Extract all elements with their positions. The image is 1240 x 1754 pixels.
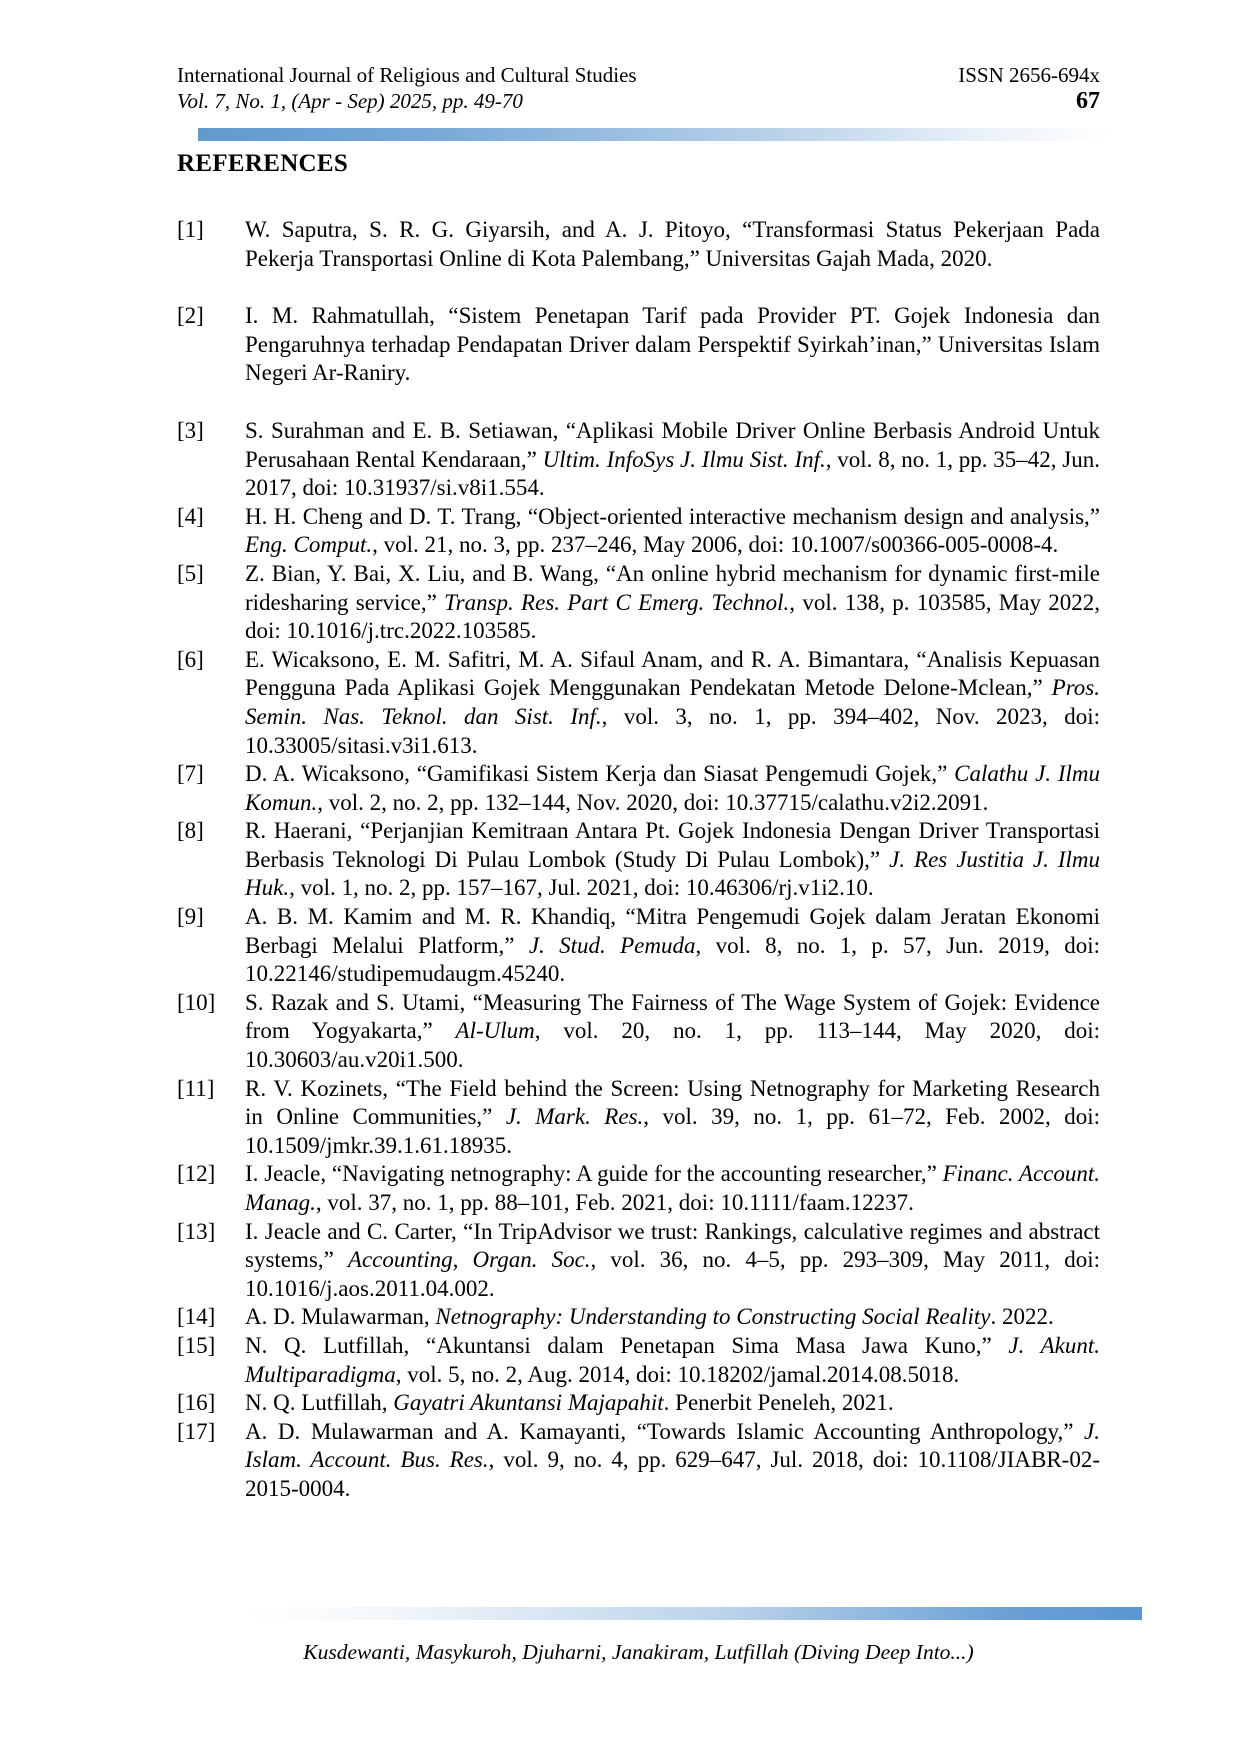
reference-journal-name: Calathu J. Ilmu Komun. bbox=[245, 761, 1100, 815]
reference-item bbox=[177, 1303, 1100, 1332]
reference-text-segment: , vol. 20, no. 1, pp. 113–144, May 2020, doi: 10.30603/au.v20i1.500. bbox=[245, 1018, 1100, 1073]
reference-journal-name: J. Stud. Pemuda bbox=[528, 932, 696, 958]
page-number: 67 bbox=[1076, 88, 1100, 114]
reference-item bbox=[177, 1389, 1100, 1418]
reference-text-segment: N. Q. Lutfillah, “Akuntansi dalam Penetapan Sima Masa Jawa Kuno,” bbox=[245, 1332, 1009, 1358]
reference-text bbox=[245, 418, 1100, 500]
reference-item bbox=[177, 1075, 1100, 1161]
reference-text-segment: , vol. 5, no. 2, Aug. 2014, doi: 10.18202/jamal.2014.08.5018. bbox=[395, 1361, 960, 1387]
reference-text-segment: H. H. Cheng and D. T. Trang, “Object-oriented interactive mechanism design and analysis,” bbox=[245, 503, 1100, 529]
reference-journal-name: Gayatri Akuntansi Majapahit bbox=[393, 1390, 664, 1416]
reference-text bbox=[245, 1419, 1100, 1501]
reference-item bbox=[177, 1332, 1100, 1389]
reference-journal-name: J. Res Justitia J. Ilmu Huk. bbox=[245, 846, 1101, 901]
reference-text bbox=[245, 990, 1100, 1072]
reference-text bbox=[245, 303, 1100, 385]
reference-item bbox=[177, 1418, 1100, 1504]
reference-text-segment: I. Jeacle, “Navigating netnography: A guide for the accounting researcher,” bbox=[245, 1161, 943, 1187]
reference-item bbox=[177, 903, 1100, 989]
reference-journal-name: Financ. Account. Manag. bbox=[245, 1161, 1100, 1215]
page-header bbox=[177, 62, 1100, 114]
volume-info: Vol. 7, No. 1, (Apr - Sep) 2025, pp. 49-70 bbox=[177, 89, 523, 113]
reference-text-segment: E. Wicaksono, E. M. Safitri, M. A. Sifaul Anam, and R. A. Bimantara, “Analisis Kepuasan Pengguna Pada Aplikasi Gojek Menggunakan Pendekatan Metode Delone-Mclean,” bbox=[245, 646, 1100, 701]
reference-journal-name: Pros. Semin. Nas. Teknol. dan Sist. Inf. bbox=[245, 675, 1100, 729]
reference-number: [2] bbox=[177, 303, 204, 329]
reference-text-segment: R. Haerani, “Perjanjian Kemitraan Antara Pt. Gojek Indonesia Dengan Driver Transportasi Berbasis Teknologi Di Pulau Lombok (Study Di Pulau Lombok),” bbox=[245, 818, 1100, 872]
footer-running-title: Kusdewanti, Masykuroh, Djuharni, Janakiram, Lutfillah (Diving Deep Into...) bbox=[303, 1640, 974, 1664]
reference-item bbox=[177, 760, 1100, 817]
reference-text-segment: , vol. 37, no. 1, pp. 88–101, Feb. 2021, doi: 10.1111/faam.12237. bbox=[315, 1190, 914, 1215]
reference-number: [1] bbox=[177, 217, 204, 242]
reference-text bbox=[245, 561, 1100, 643]
reference-item bbox=[177, 1218, 1100, 1304]
reference-text bbox=[245, 647, 1100, 758]
reference-text-segment: I. Jeacle and C. Carter, “In TripAdvisor we trust: Rankings, calculative regimes and abstract systems,” bbox=[245, 1218, 1100, 1273]
reference-text-segment: R. V. Kozinets, “The Field behind the Screen: Using Netnography for Marketing Research in Online Communities,” bbox=[245, 1075, 1100, 1130]
reference-text-segment: , vol. 8, no. 1, p. 57, Jun. 2019, doi: 10.22146/studipemudaugm.45240. bbox=[245, 932, 1101, 987]
reference-text-segment: , vol. 21, no. 3, pp. 237–246, May 2006, doi: 10.1007/s00366-005-0008-4. bbox=[372, 532, 1059, 558]
reference-text bbox=[245, 1161, 1100, 1215]
reference-text-segment: , vol. 1, no. 2, pp. 157–167, Jul. 2021, doi: 10.46306/rj.v1i2.10. bbox=[289, 875, 874, 901]
reference-journal-name: Netnography: Understanding to Constructing Social Reality bbox=[435, 1304, 991, 1330]
reference-text-segment: . Penerbit Peneleh, 2021. bbox=[663, 1390, 894, 1416]
reference-text-segment: N. Q. Lutfillah, bbox=[245, 1390, 394, 1416]
header-row-1 bbox=[177, 62, 1100, 88]
reference-number: [5] bbox=[177, 560, 204, 586]
reference-number: [13] bbox=[177, 1218, 216, 1244]
reference-text-segment: , vol. 138, p. 103585, May 2022, doi: 10.1016/j.trc.2022.103585. bbox=[245, 589, 1100, 644]
reference-item bbox=[177, 1160, 1100, 1217]
reference-item bbox=[177, 216, 1100, 273]
reference-number: [10] bbox=[177, 989, 216, 1015]
reference-text-segment: I. M. Rahmatullah, “Sistem Penetapan Tarif pada Provider PT. Gojek Indonesia dan Pengaruhnya terhadap Pendapatan Driver dalam Perspektif Syirkah’inan,” Universitas Islam Negeri Ar-Raniry. bbox=[245, 303, 1100, 386]
reference-item bbox=[177, 560, 1100, 646]
reference-number: [7] bbox=[177, 761, 204, 787]
reference-text bbox=[245, 904, 1100, 986]
reference-text-segment: A. B. M. Kamim and M. R. Khandiq, “Mitra Pengemudi Gojek dalam Jeratan Ekonomi Berbagi Melalui Platform,” bbox=[245, 904, 1100, 958]
reference-number: [11] bbox=[177, 1075, 215, 1101]
reference-journal-name: J. Islam. Account. Bus. Res. bbox=[245, 1418, 1100, 1473]
reference-number: [14] bbox=[177, 1304, 216, 1330]
section-title: REFERENCES bbox=[177, 150, 349, 177]
reference-text-segment: Z. Bian, Y. Bai, X. Liu, and B. Wang, “An online hybrid mechanism for dynamic first-mile ridesharing service,” bbox=[245, 560, 1100, 615]
reference-item bbox=[177, 302, 1100, 388]
reference-journal-name: Al-Ulum bbox=[455, 1018, 535, 1044]
reference-text bbox=[245, 504, 1100, 558]
reference-text-segment: , vol. 36, no. 4–5, pp. 293–309, May 2011, doi: 10.1016/j.aos.2011.04.002. bbox=[245, 1247, 1100, 1301]
reference-number: [6] bbox=[177, 646, 204, 672]
reference-item bbox=[177, 817, 1100, 903]
reference-text bbox=[245, 1333, 1100, 1387]
reference-text-segment: W. Saputra, S. R. G. Giyarsih, and A. J. Pitoyo, “Transformasi Status Pekerjaan Pada Pekerja Transportasi Online di Kota Palembang,” Universitas Gajah Mada, 2020. bbox=[245, 217, 1100, 271]
reference-text-segment: , vol. 39, no. 1, pp. 61–72, Feb. 2002, doi: 10.1509/jmkr.39.1.61.18935. bbox=[245, 1104, 1100, 1158]
reference-text-segment: . 2022. bbox=[990, 1304, 1054, 1330]
reference-journal-name: Transp. Res. Part C Emerg. Technol. bbox=[444, 589, 790, 615]
reference-journal-name: Ultim. InfoSys J. Ilmu Sist. Inf. bbox=[542, 446, 826, 472]
reference-text-segment: D. A. Wicaksono, “Gamifikasi Sistem Kerja dan Siasat Pengemudi Gojek,” bbox=[245, 761, 955, 787]
reference-text-segment: S. Surahman and E. B. Setiawan, “Aplikasi Mobile Driver Online Berbasis Android Untuk Perusahaan Rental Kendaraan,” bbox=[245, 417, 1100, 472]
reference-text-segment: A. D. Mulawarman, bbox=[245, 1304, 436, 1330]
reference-number: [8] bbox=[177, 818, 204, 844]
footer-divider-bar bbox=[243, 1607, 1142, 1620]
reference-number: [12] bbox=[177, 1161, 216, 1187]
reference-item bbox=[177, 503, 1100, 560]
journal-title: International Journal of Religious and Cultural Studies bbox=[177, 63, 637, 87]
reference-text bbox=[245, 1304, 1054, 1329]
reference-text bbox=[245, 217, 1100, 271]
reference-text-segment: A. D. Mulawarman and A. Kamayanti, “Towards Islamic Accounting Anthropology,” bbox=[245, 1418, 1085, 1444]
reference-text-segment: , vol. 9, no. 4, pp. 629–647, Jul. 2018, doi: 10.1108/JIABR-02-2015-0004. bbox=[245, 1447, 1100, 1501]
header-row-2 bbox=[177, 88, 1100, 114]
reference-text bbox=[245, 818, 1100, 900]
reference-number: [9] bbox=[177, 904, 204, 930]
issn-label: ISSN 2656-694x bbox=[958, 63, 1100, 87]
reference-journal-name: J. Mark. Res. bbox=[505, 1104, 644, 1130]
references-list bbox=[177, 216, 1100, 1504]
reference-text bbox=[245, 1076, 1100, 1158]
reference-number: [3] bbox=[177, 417, 204, 443]
reference-number: [16] bbox=[177, 1390, 216, 1416]
reference-journal-name: J. Akunt. Multiparadigma bbox=[245, 1332, 1100, 1387]
reference-text-segment: , vol. 8, no. 1, pp. 35–42, Jun. 2017, doi: 10.31937/si.v8i1.554. bbox=[245, 446, 1101, 501]
reference-text-segment: S. Razak and S. Utami, “Measuring The Fairness of The Wage System of Gojek: Evidence from Yogyakarta,” bbox=[245, 989, 1100, 1044]
header-divider-bar bbox=[198, 128, 1142, 141]
reference-number: [15] bbox=[177, 1332, 216, 1358]
reference-journal-name: Accounting, Organ. Soc. bbox=[347, 1247, 591, 1273]
reference-item bbox=[177, 989, 1100, 1075]
reference-number: [17] bbox=[177, 1418, 216, 1444]
reference-text-segment: , vol. 2, no. 2, pp. 132–144, Nov. 2020, doi: 10.37715/calathu.v2i2.2091. bbox=[317, 789, 989, 815]
reference-item bbox=[177, 417, 1100, 503]
reference-text bbox=[245, 761, 1100, 815]
reference-item bbox=[177, 646, 1100, 760]
reference-text-segment: , vol. 3, no. 1, pp. 394–402, Nov. 2023, doi: 10.33005/sitasi.v3i1.613. bbox=[245, 703, 1100, 758]
reference-text bbox=[245, 1390, 894, 1415]
reference-text bbox=[245, 1219, 1100, 1301]
reference-number: [4] bbox=[177, 503, 204, 529]
reference-journal-name: Eng. Comput. bbox=[245, 532, 373, 558]
